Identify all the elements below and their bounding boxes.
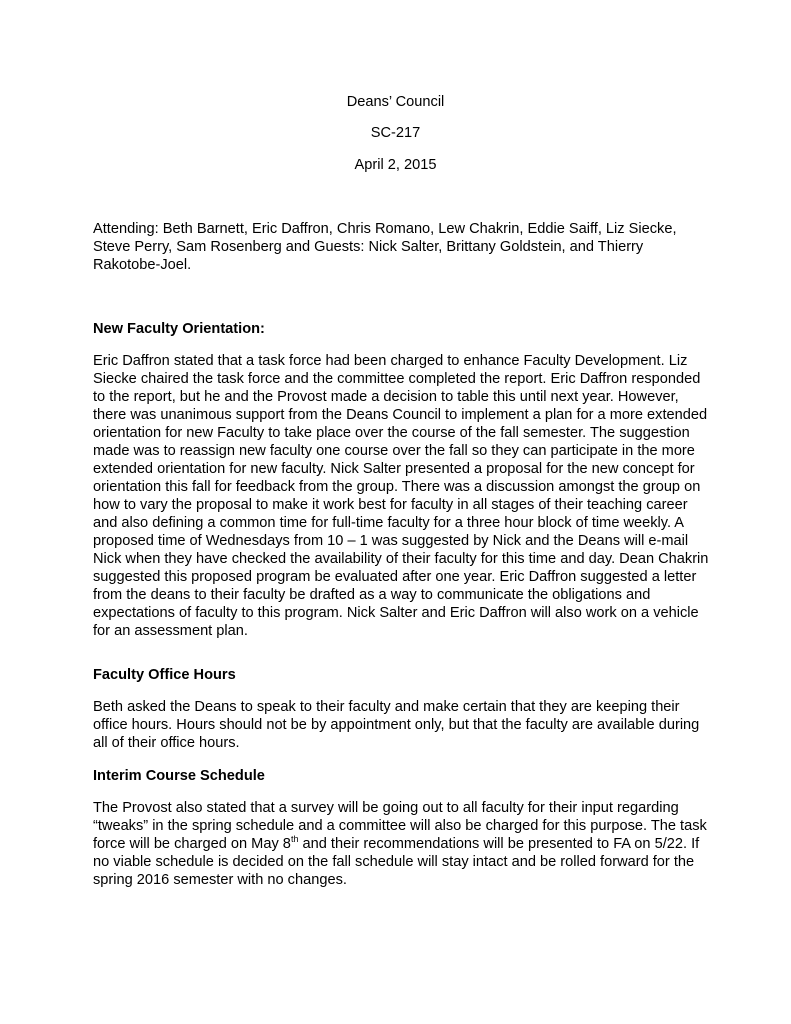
- paragraph-line: extended orientation for new faculty. Nick Salter presented a proposal for the new concept for: [93, 461, 695, 477]
- paragraph-line: and also defining a common time for full-time faculty for a three hour block of time weekly. A: [93, 515, 685, 531]
- ordinal-suffix: th: [290, 834, 299, 845]
- attendance-line: Attending: Beth Barnett, Eric Daffron, Chris Romano, Lew Chakrin, Eddie Saiff, Liz Siecke,: [93, 221, 677, 237]
- paragraph-line: no viable schedule is decided on the fall schedule will stay intact and be rolled forward for the: [93, 854, 695, 870]
- meeting-room: SC-217: [370, 125, 421, 141]
- office-hours-paragraph: [93, 698, 713, 752]
- text-run: force will be charged on May 8: [93, 836, 291, 852]
- paragraph-line: [93, 835, 713, 853]
- attendance-paragraph: [93, 220, 713, 274]
- paragraph-line: Nick when they have checked the availability of their faculty for this time and day. Dean Chakrin: [93, 551, 709, 567]
- attendance-line: Rakotobe-Joel.: [93, 257, 192, 273]
- meeting-date: April 2, 2015: [354, 157, 437, 173]
- paragraph-line: made was to reassign new faculty one course over the fall so they can participate in the more: [93, 443, 695, 459]
- paragraph-line: suggested this proposed program be evaluated after one year. Eric Daffron suggested a letter: [93, 569, 697, 585]
- paragraph-line: there was unanimous support from the Deans Council to implement a plan for a more extended: [93, 407, 708, 423]
- orientation-paragraph: [93, 352, 713, 640]
- attendance-line: Steve Perry, Sam Rosenberg and Guests: Nick Salter, Brittany Goldstein, and Thierry: [93, 239, 644, 255]
- paragraph-line: Eric Daffron stated that a task force had been charged to enhance Faculty Development. Liz: [93, 353, 688, 369]
- section-heading-orientation: New Faculty Orientation:: [93, 321, 265, 337]
- paragraph-line: “tweaks” in the spring schedule and a committee will also be charged for this purpose. The task: [93, 818, 707, 834]
- paragraph-line: The Provost also stated that a survey will be going out to all faculty for their input regarding: [93, 800, 679, 816]
- paragraph-line: for an assessment plan.: [93, 623, 248, 639]
- paragraph-line: how to vary the proposal to make it work best for faculty in all stages of their teaching career: [93, 497, 688, 513]
- document-title: Deans’ Council: [346, 94, 445, 110]
- paragraph-line: office hours. Hours should not be by appointment only, but that the faculty are available during: [93, 717, 700, 733]
- paragraph-line: proposed time of Wednesdays from 10 – 1 was suggested by Nick and the Deans will e-mail: [93, 533, 689, 549]
- paragraph-line: from the deans to their faculty be drafted as a way to communicate the obligations and: [93, 587, 651, 603]
- interim-paragraph: [93, 799, 713, 889]
- text-run: and their recommendations will be presented to FA on 5/22. If: [298, 836, 700, 852]
- paragraph-line: expectations of faculty to this program. Nick Salter and Eric Daffron will also work on a vehicle: [93, 605, 699, 621]
- paragraph-line: to the report, but he and the Provost made a decision to table this until next year. However,: [93, 389, 679, 405]
- section-heading-interim: Interim Course Schedule: [93, 768, 265, 784]
- paragraph-line: orientation for new Faculty to take place over the course of the fall semester. The suggestion: [93, 425, 690, 441]
- paragraph-line: orientation this fall for feedback from the group. There was a discussion amongst the group on: [93, 479, 701, 495]
- paragraph-line: Beth asked the Deans to speak to their faculty and make certain that they are keeping their: [93, 699, 680, 715]
- paragraph-line: spring 2016 semester with no changes.: [93, 872, 347, 888]
- paragraph-line: all of their office hours.: [93, 735, 240, 751]
- paragraph-line: Siecke chaired the task force and the committee completed the report. Eric Daffron responded: [93, 371, 701, 387]
- section-heading-office-hours: Faculty Office Hours: [93, 667, 236, 683]
